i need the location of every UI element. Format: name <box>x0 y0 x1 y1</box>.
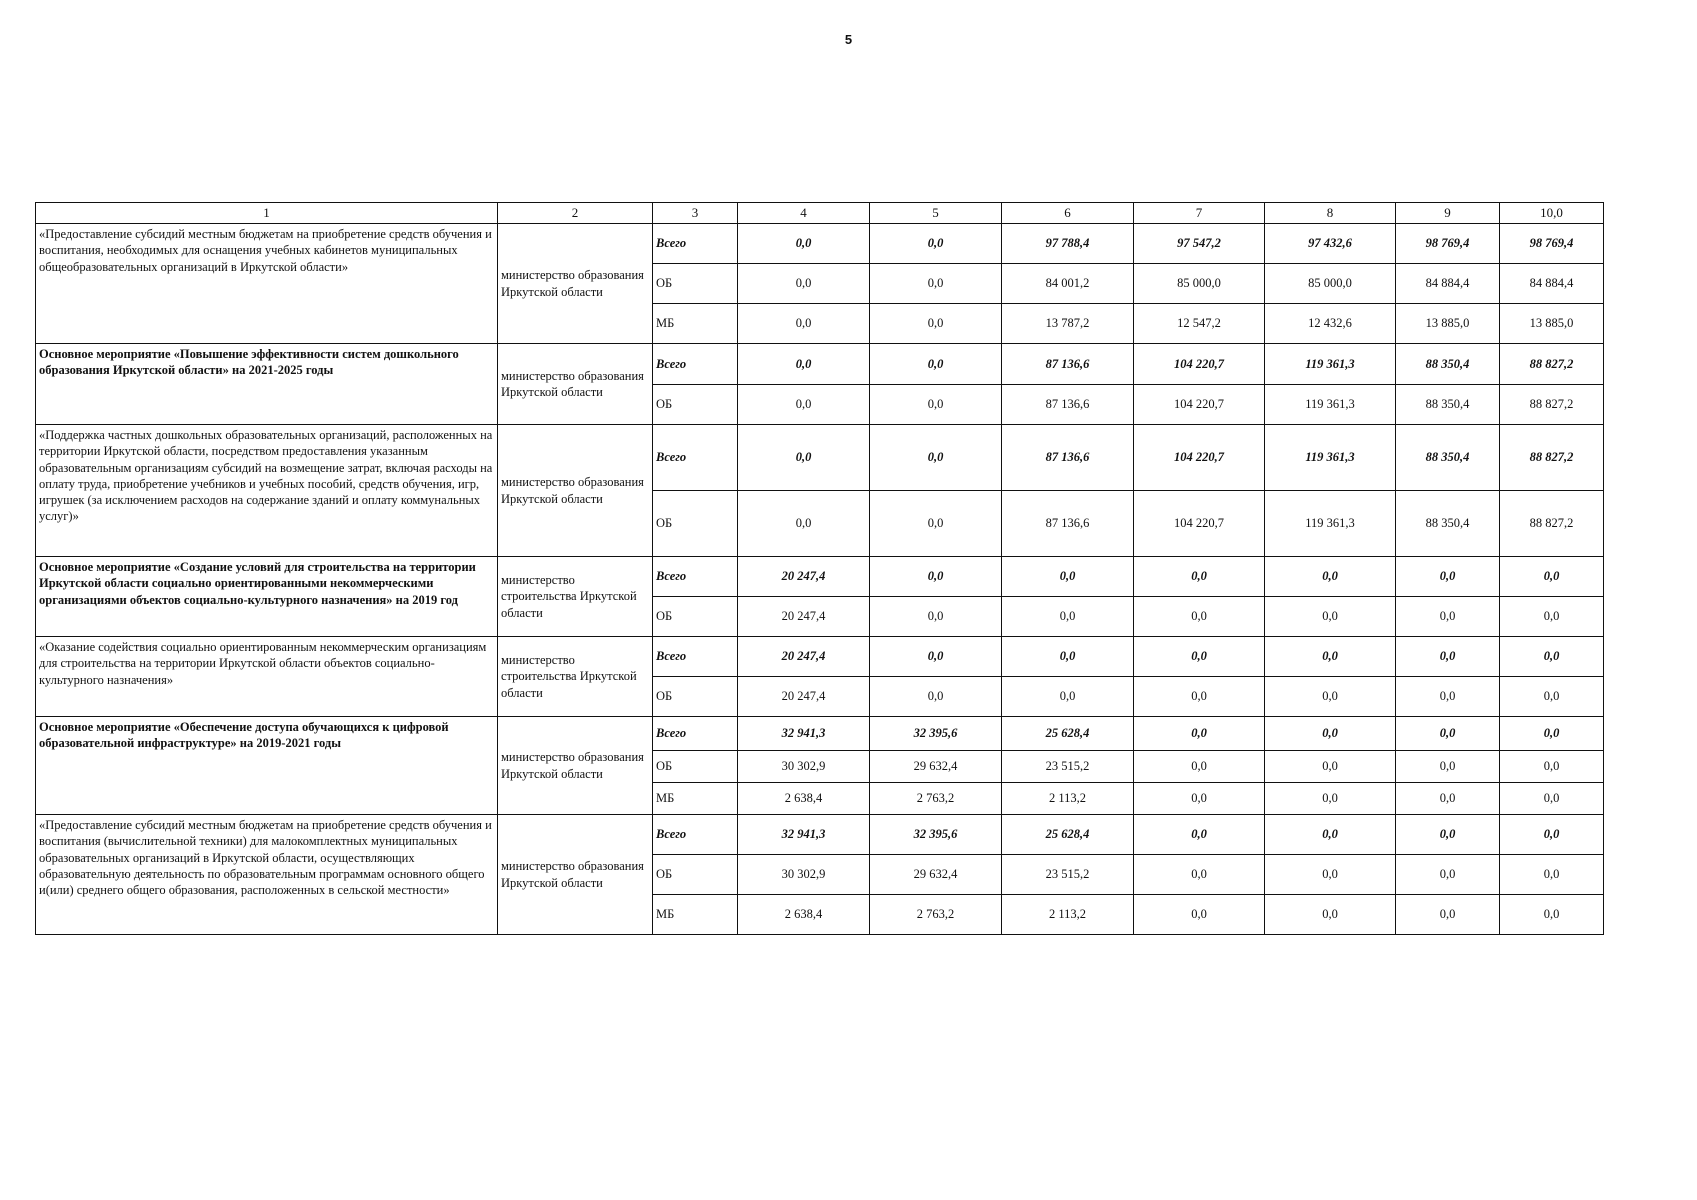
amount-cell: 98 769,4 <box>1396 224 1500 264</box>
funding-source: ОБ <box>653 597 738 637</box>
amount-cell: 2 638,4 <box>738 895 870 935</box>
amount-cell: 84 884,4 <box>1396 264 1500 304</box>
funding-source: ОБ <box>653 491 738 557</box>
amount-cell: 0,0 <box>1396 597 1500 637</box>
amount-cell: 87 136,6 <box>1002 385 1134 425</box>
header-cell-7: 7 <box>1134 203 1265 224</box>
header-cell-6: 6 <box>1002 203 1134 224</box>
executor: министерство строительства Иркутской области <box>498 637 653 717</box>
amount-cell: 0,0 <box>738 344 870 385</box>
table-row <box>36 637 1604 677</box>
activity-description: Основное мероприятие «Создание условий для строительства на территории Иркутской области социально ориентированными некоммерческими организациями объектов социально-культурного назначения» на 2019 год <box>36 557 498 637</box>
amount-cell: 88 350,4 <box>1396 344 1500 385</box>
amount-cell: 88 827,2 <box>1500 491 1604 557</box>
header-cell-4: 4 <box>738 203 870 224</box>
amount-cell: 0,0 <box>1265 815 1396 855</box>
amount-cell: 29 632,4 <box>870 751 1002 783</box>
amount-cell: 0,0 <box>1134 677 1265 717</box>
funding-source: Всего <box>653 557 738 597</box>
amount-cell: 0,0 <box>870 425 1002 491</box>
amount-cell: 0,0 <box>1134 815 1265 855</box>
amount-cell: 87 136,6 <box>1002 344 1134 385</box>
amount-cell: 0,0 <box>1500 597 1604 637</box>
amount-cell: 0,0 <box>1396 677 1500 717</box>
executor: министерство образования Иркутской области <box>498 717 653 815</box>
amount-cell: 104 220,7 <box>1134 425 1265 491</box>
funding-source: ОБ <box>653 751 738 783</box>
amount-cell: 20 247,4 <box>738 637 870 677</box>
amount-cell: 0,0 <box>870 557 1002 597</box>
table-row <box>36 425 1604 491</box>
amount-cell: 0,0 <box>870 637 1002 677</box>
table-row <box>36 224 1604 264</box>
amount-cell: 2 763,2 <box>870 895 1002 935</box>
funding-source: Всего <box>653 425 738 491</box>
amount-cell: 0,0 <box>1396 855 1500 895</box>
activity-description: Основное мероприятие «Повышение эффективности систем дошкольного образования Иркутской области» на 2021-2025 годы <box>36 344 498 425</box>
header-cell-2: 2 <box>498 203 653 224</box>
amount-cell: 119 361,3 <box>1265 385 1396 425</box>
amount-cell: 88 827,2 <box>1500 425 1604 491</box>
funding-source: ОБ <box>653 385 738 425</box>
funding-source: МБ <box>653 783 738 815</box>
executor: министерство образования Иркутской области <box>498 815 653 935</box>
table-row <box>36 344 1604 385</box>
amount-cell: 0,0 <box>870 304 1002 344</box>
executor: министерство образования Иркутской области <box>498 344 653 425</box>
amount-cell: 104 220,7 <box>1134 344 1265 385</box>
amount-cell: 119 361,3 <box>1265 491 1396 557</box>
amount-cell: 84 001,2 <box>1002 264 1134 304</box>
table-row <box>36 717 1604 751</box>
funding-source: ОБ <box>653 677 738 717</box>
amount-cell: 0,0 <box>738 385 870 425</box>
amount-cell: 0,0 <box>738 224 870 264</box>
amount-cell: 84 884,4 <box>1500 264 1604 304</box>
amount-cell: 23 515,2 <box>1002 855 1134 895</box>
amount-cell: 97 788,4 <box>1002 224 1134 264</box>
header-cell-5: 5 <box>870 203 1002 224</box>
activity-description: «Предоставление субсидий местным бюджетам на приобретение средств обучения и воспитания, необходимых для оснащения учебных кабинетов муниципальных общеобразовательных организаций в Иркутской области» <box>36 224 498 344</box>
header-cell-10: 10,0 <box>1500 203 1604 224</box>
amount-cell: 88 350,4 <box>1396 425 1500 491</box>
amount-cell: 2 763,2 <box>870 783 1002 815</box>
amount-cell: 104 220,7 <box>1134 491 1265 557</box>
amount-cell: 32 941,3 <box>738 815 870 855</box>
funding-source: Всего <box>653 344 738 385</box>
funding-source: МБ <box>653 895 738 935</box>
amount-cell: 0,0 <box>1500 895 1604 935</box>
amount-cell: 88 350,4 <box>1396 491 1500 557</box>
amount-cell: 12 547,2 <box>1134 304 1265 344</box>
amount-cell: 0,0 <box>1002 637 1134 677</box>
executor: министерство строительства Иркутской области <box>498 557 653 637</box>
amount-cell: 0,0 <box>1265 597 1396 637</box>
amount-cell: 2 113,2 <box>1002 895 1134 935</box>
amount-cell: 0,0 <box>1265 751 1396 783</box>
amount-cell: 88 350,4 <box>1396 385 1500 425</box>
amount-cell: 0,0 <box>738 304 870 344</box>
amount-cell: 2 113,2 <box>1002 783 1134 815</box>
amount-cell: 0,0 <box>1500 855 1604 895</box>
amount-cell: 32 395,6 <box>870 717 1002 751</box>
amount-cell: 119 361,3 <box>1265 425 1396 491</box>
amount-cell: 119 361,3 <box>1265 344 1396 385</box>
amount-cell: 23 515,2 <box>1002 751 1134 783</box>
amount-cell: 0,0 <box>870 677 1002 717</box>
amount-cell: 0,0 <box>1396 783 1500 815</box>
amount-cell: 30 302,9 <box>738 751 870 783</box>
amount-cell: 0,0 <box>1134 597 1265 637</box>
amount-cell: 0,0 <box>1134 783 1265 815</box>
funding-source: Всего <box>653 637 738 677</box>
amount-cell: 0,0 <box>870 385 1002 425</box>
amount-cell: 0,0 <box>1500 783 1604 815</box>
amount-cell: 0,0 <box>738 425 870 491</box>
amount-cell: 0,0 <box>1396 717 1500 751</box>
amount-cell: 0,0 <box>1134 717 1265 751</box>
amount-cell: 0,0 <box>1500 637 1604 677</box>
amount-cell: 0,0 <box>738 264 870 304</box>
amount-cell: 0,0 <box>1265 855 1396 895</box>
amount-cell: 0,0 <box>1396 751 1500 783</box>
funding-source: МБ <box>653 304 738 344</box>
amount-cell: 0,0 <box>1396 895 1500 935</box>
header-row <box>36 203 1604 224</box>
amount-cell: 0,0 <box>1265 783 1396 815</box>
amount-cell: 0,0 <box>1500 677 1604 717</box>
amount-cell: 20 247,4 <box>738 677 870 717</box>
amount-cell: 0,0 <box>1265 717 1396 751</box>
amount-cell: 0,0 <box>1500 717 1604 751</box>
table-row <box>36 557 1604 597</box>
amount-cell: 88 827,2 <box>1500 385 1604 425</box>
amount-cell: 0,0 <box>1265 637 1396 677</box>
header-cell-8: 8 <box>1265 203 1396 224</box>
amount-cell: 13 885,0 <box>1500 304 1604 344</box>
amount-cell: 13 787,2 <box>1002 304 1134 344</box>
amount-cell: 12 432,6 <box>1265 304 1396 344</box>
amount-cell: 97 432,6 <box>1265 224 1396 264</box>
amount-cell: 0,0 <box>1396 815 1500 855</box>
executor: министерство образования Иркутской области <box>498 425 653 557</box>
amount-cell: 88 827,2 <box>1500 344 1604 385</box>
funding-source: Всего <box>653 717 738 751</box>
amount-cell: 0,0 <box>738 491 870 557</box>
amount-cell: 97 547,2 <box>1134 224 1265 264</box>
activity-description: «Поддержка частных дошкольных образовательных организаций, расположенных на территории Иркутской области, посредством предоставления указанным образовательным организациям субсидий на возмещение затрат, включая расходы на оплату труда, приобретение учебников и учебных пособий, средств обучения, игр, игрушек (за исключением расходов на содержание зданий и оплату коммунальных услуг)» <box>36 425 498 557</box>
activity-description: «Оказание содействия социально ориентированным некоммерческим организациям для строительства на территории Иркутской области объектов социально-культурного назначения» <box>36 637 498 717</box>
amount-cell: 2 638,4 <box>738 783 870 815</box>
amount-cell: 0,0 <box>1002 557 1134 597</box>
amount-cell: 30 302,9 <box>738 855 870 895</box>
amount-cell: 87 136,6 <box>1002 491 1134 557</box>
amount-cell: 25 628,4 <box>1002 717 1134 751</box>
amount-cell: 13 885,0 <box>1396 304 1500 344</box>
amount-cell: 0,0 <box>870 491 1002 557</box>
amount-cell: 98 769,4 <box>1500 224 1604 264</box>
amount-cell: 0,0 <box>1002 597 1134 637</box>
amount-cell: 25 628,4 <box>1002 815 1134 855</box>
amount-cell: 87 136,6 <box>1002 425 1134 491</box>
amount-cell: 0,0 <box>1265 677 1396 717</box>
amount-cell: 85 000,0 <box>1265 264 1396 304</box>
amount-cell: 20 247,4 <box>738 597 870 637</box>
funding-source: Всего <box>653 815 738 855</box>
amount-cell: 32 941,3 <box>738 717 870 751</box>
amount-cell: 0,0 <box>870 224 1002 264</box>
amount-cell: 0,0 <box>1396 637 1500 677</box>
amount-cell: 0,0 <box>1134 557 1265 597</box>
amount-cell: 20 247,4 <box>738 557 870 597</box>
amount-cell: 0,0 <box>1265 557 1396 597</box>
activity-description: Основное мероприятие «Обеспечение доступа обучающихся к цифровой образовательной инфраструктуре» на 2019-2021 годы <box>36 717 498 815</box>
amount-cell: 0,0 <box>1134 637 1265 677</box>
amount-cell: 104 220,7 <box>1134 385 1265 425</box>
page-number: 5 <box>844 32 853 47</box>
amount-cell: 85 000,0 <box>1134 264 1265 304</box>
funding-source: ОБ <box>653 264 738 304</box>
header-cell-9: 9 <box>1396 203 1500 224</box>
amount-cell: 29 632,4 <box>870 855 1002 895</box>
amount-cell: 32 395,6 <box>870 815 1002 855</box>
amount-cell: 0,0 <box>1500 557 1604 597</box>
table-row <box>36 815 1604 855</box>
executor: министерство образования Иркутской области <box>498 224 653 344</box>
amount-cell: 0,0 <box>1265 895 1396 935</box>
amount-cell: 0,0 <box>1002 677 1134 717</box>
amount-cell: 0,0 <box>870 344 1002 385</box>
funding-source: Всего <box>653 224 738 264</box>
header-cell-1: 1 <box>36 203 498 224</box>
amount-cell: 0,0 <box>1500 815 1604 855</box>
amount-cell: 0,0 <box>870 597 1002 637</box>
amount-cell: 0,0 <box>1134 855 1265 895</box>
amount-cell: 0,0 <box>870 264 1002 304</box>
budget-table <box>35 202 1604 935</box>
amount-cell: 0,0 <box>1396 557 1500 597</box>
funding-source: ОБ <box>653 855 738 895</box>
activity-description: «Предоставление субсидий местным бюджетам на приобретение средств обучения и воспитания (вычислительной техники) для малокомплектных муниципальных образовательных организаций в Иркутской области, осуществляющих образовательную деятельность по образовательным программам основного общего и(или) среднего общего образования, расположенных в сельской местности» <box>36 815 498 935</box>
header-cell-3: 3 <box>653 203 738 224</box>
amount-cell: 0,0 <box>1500 751 1604 783</box>
amount-cell: 0,0 <box>1134 751 1265 783</box>
amount-cell: 0,0 <box>1134 895 1265 935</box>
